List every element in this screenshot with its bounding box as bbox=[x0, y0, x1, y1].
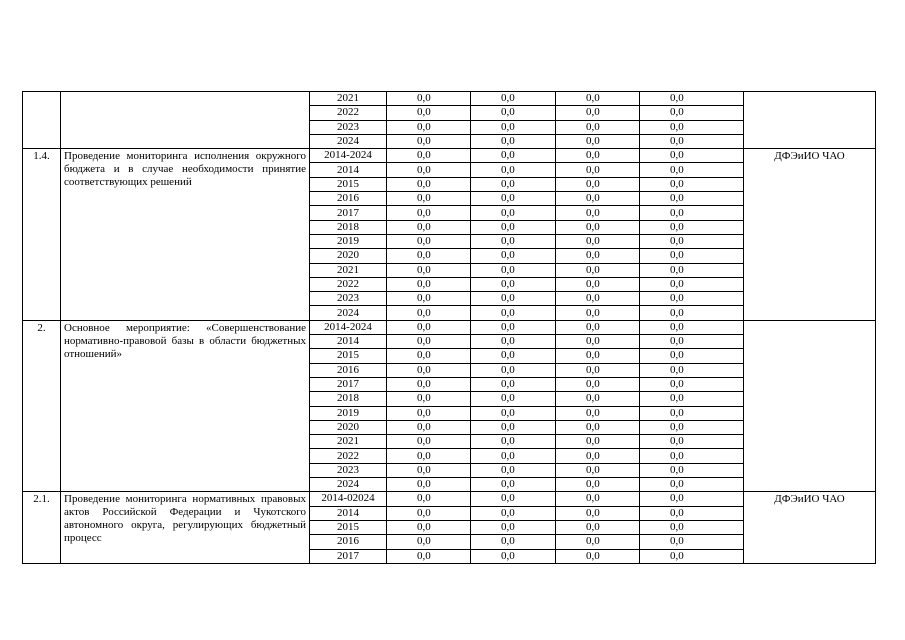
year-cell: 2021 bbox=[310, 435, 387, 449]
funding-value-cell: 0,0 bbox=[387, 549, 471, 563]
funding-value-cell: 0,0 bbox=[471, 549, 556, 563]
funding-value-cell: 0,0 bbox=[640, 92, 744, 106]
responsible-executor bbox=[744, 92, 876, 149]
funding-value-cell: 0,0 bbox=[640, 549, 744, 563]
funding-value-cell: 0,0 bbox=[556, 192, 640, 206]
funding-value-cell: 0,0 bbox=[556, 335, 640, 349]
table-row bbox=[23, 320, 876, 334]
measure-description: Проведение мониторинга нормативных правовых актов Российской Федерации и Чукотского автономного округа, регулирующих бюджетный процесс bbox=[61, 492, 310, 563]
year-cell: 2015 bbox=[310, 520, 387, 534]
funding-value-cell: 0,0 bbox=[640, 449, 744, 463]
year-cell: 2022 bbox=[310, 449, 387, 463]
funding-value-cell: 0,0 bbox=[640, 392, 744, 406]
funding-value-cell: 0,0 bbox=[387, 206, 471, 220]
funding-value-cell: 0,0 bbox=[640, 363, 744, 377]
funding-value-cell: 0,0 bbox=[471, 392, 556, 406]
funding-value-cell: 0,0 bbox=[640, 520, 744, 534]
measure-number: 2. bbox=[23, 320, 61, 492]
funding-value-cell: 0,0 bbox=[556, 363, 640, 377]
funding-value-cell: 0,0 bbox=[387, 220, 471, 234]
funding-value-cell: 0,0 bbox=[387, 177, 471, 191]
funding-value-cell: 0,0 bbox=[640, 149, 744, 163]
funding-value-cell: 0,0 bbox=[556, 463, 640, 477]
year-cell: 2016 bbox=[310, 363, 387, 377]
funding-value-cell: 0,0 bbox=[640, 263, 744, 277]
funding-value-cell: 0,0 bbox=[387, 420, 471, 434]
funding-value-cell: 0,0 bbox=[387, 435, 471, 449]
funding-value-cell: 0,0 bbox=[640, 335, 744, 349]
year-cell: 2014-2024 bbox=[310, 149, 387, 163]
measure-description bbox=[61, 92, 310, 149]
funding-value-cell: 0,0 bbox=[387, 335, 471, 349]
funding-value-cell: 0,0 bbox=[556, 249, 640, 263]
funding-value-cell: 0,0 bbox=[471, 206, 556, 220]
funding-value-cell: 0,0 bbox=[556, 506, 640, 520]
year-cell: 2021 bbox=[310, 263, 387, 277]
year-cell: 2014-2024 bbox=[310, 320, 387, 334]
funding-value-cell: 0,0 bbox=[471, 292, 556, 306]
funding-value-cell: 0,0 bbox=[556, 349, 640, 363]
funding-value-cell: 0,0 bbox=[556, 92, 640, 106]
funding-value-cell: 0,0 bbox=[471, 463, 556, 477]
measure-description: Проведение мониторинга исполнения окружного бюджета и в случае необходимости принятие соответствующих решений bbox=[61, 149, 310, 321]
year-cell: 2023 bbox=[310, 120, 387, 134]
budget-measures-table bbox=[22, 91, 876, 564]
year-cell: 2016 bbox=[310, 535, 387, 549]
funding-value-cell: 0,0 bbox=[556, 263, 640, 277]
year-cell: 2022 bbox=[310, 106, 387, 120]
year-cell: 2018 bbox=[310, 392, 387, 406]
funding-value-cell: 0,0 bbox=[640, 234, 744, 248]
responsible-executor: ДФЭиИО ЧАО bbox=[744, 492, 876, 563]
funding-value-cell: 0,0 bbox=[471, 234, 556, 248]
funding-value-cell: 0,0 bbox=[387, 392, 471, 406]
funding-value-cell: 0,0 bbox=[471, 492, 556, 506]
funding-value-cell: 0,0 bbox=[556, 478, 640, 492]
funding-value-cell: 0,0 bbox=[640, 134, 744, 148]
funding-value-cell: 0,0 bbox=[640, 535, 744, 549]
funding-value-cell: 0,0 bbox=[471, 149, 556, 163]
year-cell: 2021 bbox=[310, 92, 387, 106]
funding-value-cell: 0,0 bbox=[556, 406, 640, 420]
year-cell: 2022 bbox=[310, 277, 387, 291]
year-cell: 2019 bbox=[310, 406, 387, 420]
funding-value-cell: 0,0 bbox=[556, 306, 640, 320]
funding-value-cell: 0,0 bbox=[471, 306, 556, 320]
funding-value-cell: 0,0 bbox=[640, 120, 744, 134]
funding-value-cell: 0,0 bbox=[387, 463, 471, 477]
funding-value-cell: 0,0 bbox=[387, 506, 471, 520]
year-cell: 2014 bbox=[310, 506, 387, 520]
funding-value-cell: 0,0 bbox=[387, 234, 471, 248]
funding-value-cell: 0,0 bbox=[387, 492, 471, 506]
funding-value-cell: 0,0 bbox=[556, 234, 640, 248]
measure-description: Основное мероприятие: «Совершенствование нормативно-правовой базы в области бюджетных отношений» bbox=[61, 320, 310, 492]
year-cell: 2017 bbox=[310, 549, 387, 563]
funding-value-cell: 0,0 bbox=[556, 535, 640, 549]
funding-value-cell: 0,0 bbox=[471, 406, 556, 420]
funding-value-cell: 0,0 bbox=[556, 420, 640, 434]
funding-value-cell: 0,0 bbox=[387, 106, 471, 120]
funding-value-cell: 0,0 bbox=[471, 92, 556, 106]
funding-value-cell: 0,0 bbox=[471, 435, 556, 449]
year-cell: 2017 bbox=[310, 206, 387, 220]
funding-value-cell: 0,0 bbox=[640, 349, 744, 363]
funding-value-cell: 0,0 bbox=[471, 478, 556, 492]
funding-value-cell: 0,0 bbox=[640, 478, 744, 492]
funding-value-cell: 0,0 bbox=[471, 377, 556, 391]
table-row bbox=[23, 492, 876, 506]
funding-value-cell: 0,0 bbox=[640, 249, 744, 263]
funding-value-cell: 0,0 bbox=[640, 163, 744, 177]
funding-value-cell: 0,0 bbox=[471, 335, 556, 349]
funding-value-cell: 0,0 bbox=[640, 292, 744, 306]
funding-value-cell: 0,0 bbox=[556, 149, 640, 163]
funding-value-cell: 0,0 bbox=[640, 506, 744, 520]
funding-value-cell: 0,0 bbox=[387, 449, 471, 463]
measure-number: 2.1. bbox=[23, 492, 61, 563]
funding-value-cell: 0,0 bbox=[471, 134, 556, 148]
funding-value-cell: 0,0 bbox=[471, 106, 556, 120]
funding-value-cell: 0,0 bbox=[471, 163, 556, 177]
funding-value-cell: 0,0 bbox=[387, 406, 471, 420]
funding-value-cell: 0,0 bbox=[640, 220, 744, 234]
funding-value-cell: 0,0 bbox=[640, 406, 744, 420]
funding-value-cell: 0,0 bbox=[387, 263, 471, 277]
funding-value-cell: 0,0 bbox=[471, 177, 556, 191]
funding-value-cell: 0,0 bbox=[640, 492, 744, 506]
funding-value-cell: 0,0 bbox=[556, 520, 640, 534]
funding-value-cell: 0,0 bbox=[387, 349, 471, 363]
year-cell: 2024 bbox=[310, 306, 387, 320]
funding-value-cell: 0,0 bbox=[556, 106, 640, 120]
funding-value-cell: 0,0 bbox=[640, 192, 744, 206]
funding-value-cell: 0,0 bbox=[387, 520, 471, 534]
funding-value-cell: 0,0 bbox=[640, 206, 744, 220]
funding-value-cell: 0,0 bbox=[471, 220, 556, 234]
funding-value-cell: 0,0 bbox=[471, 320, 556, 334]
year-cell: 2016 bbox=[310, 192, 387, 206]
year-cell: 2020 bbox=[310, 249, 387, 263]
funding-value-cell: 0,0 bbox=[640, 377, 744, 391]
funding-value-cell: 0,0 bbox=[556, 549, 640, 563]
funding-value-cell: 0,0 bbox=[387, 277, 471, 291]
funding-value-cell: 0,0 bbox=[556, 163, 640, 177]
year-cell: 2019 bbox=[310, 234, 387, 248]
year-cell: 2018 bbox=[310, 220, 387, 234]
funding-value-cell: 0,0 bbox=[387, 535, 471, 549]
measure-number bbox=[23, 92, 61, 149]
funding-value-cell: 0,0 bbox=[640, 320, 744, 334]
year-cell: 2024 bbox=[310, 478, 387, 492]
funding-value-cell: 0,0 bbox=[387, 306, 471, 320]
funding-value-cell: 0,0 bbox=[556, 492, 640, 506]
funding-value-cell: 0,0 bbox=[556, 206, 640, 220]
funding-value-cell: 0,0 bbox=[556, 449, 640, 463]
funding-value-cell: 0,0 bbox=[387, 192, 471, 206]
funding-value-cell: 0,0 bbox=[471, 449, 556, 463]
measure-number: 1.4. bbox=[23, 149, 61, 321]
year-cell: 2023 bbox=[310, 463, 387, 477]
funding-value-cell: 0,0 bbox=[471, 277, 556, 291]
funding-value-cell: 0,0 bbox=[387, 92, 471, 106]
funding-value-cell: 0,0 bbox=[471, 535, 556, 549]
funding-value-cell: 0,0 bbox=[556, 220, 640, 234]
funding-value-cell: 0,0 bbox=[387, 320, 471, 334]
funding-value-cell: 0,0 bbox=[556, 435, 640, 449]
funding-value-cell: 0,0 bbox=[471, 420, 556, 434]
funding-value-cell: 0,0 bbox=[471, 263, 556, 277]
year-cell: 2014-02024 bbox=[310, 492, 387, 506]
table-row bbox=[23, 149, 876, 163]
funding-value-cell: 0,0 bbox=[640, 177, 744, 191]
funding-value-cell: 0,0 bbox=[640, 277, 744, 291]
table-row bbox=[23, 92, 876, 106]
funding-value-cell: 0,0 bbox=[471, 506, 556, 520]
funding-value-cell: 0,0 bbox=[640, 306, 744, 320]
year-cell: 2015 bbox=[310, 349, 387, 363]
funding-value-cell: 0,0 bbox=[556, 177, 640, 191]
funding-value-cell: 0,0 bbox=[387, 249, 471, 263]
responsible-executor: ДФЭиИО ЧАО bbox=[744, 149, 876, 321]
funding-value-cell: 0,0 bbox=[387, 163, 471, 177]
funding-value-cell: 0,0 bbox=[556, 292, 640, 306]
year-cell: 2023 bbox=[310, 292, 387, 306]
funding-value-cell: 0,0 bbox=[640, 463, 744, 477]
funding-value-cell: 0,0 bbox=[387, 292, 471, 306]
funding-value-cell: 0,0 bbox=[387, 363, 471, 377]
funding-value-cell: 0,0 bbox=[471, 249, 556, 263]
year-cell: 2015 bbox=[310, 177, 387, 191]
funding-value-cell: 0,0 bbox=[471, 363, 556, 377]
funding-value-cell: 0,0 bbox=[387, 478, 471, 492]
responsible-executor bbox=[744, 320, 876, 492]
funding-value-cell: 0,0 bbox=[556, 377, 640, 391]
year-cell: 2024 bbox=[310, 134, 387, 148]
year-cell: 2017 bbox=[310, 377, 387, 391]
funding-value-cell: 0,0 bbox=[640, 435, 744, 449]
funding-value-cell: 0,0 bbox=[387, 120, 471, 134]
funding-value-cell: 0,0 bbox=[556, 277, 640, 291]
funding-value-cell: 0,0 bbox=[471, 349, 556, 363]
funding-value-cell: 0,0 bbox=[387, 149, 471, 163]
funding-value-cell: 0,0 bbox=[471, 192, 556, 206]
funding-value-cell: 0,0 bbox=[387, 134, 471, 148]
funding-value-cell: 0,0 bbox=[556, 392, 640, 406]
year-cell: 2014 bbox=[310, 335, 387, 349]
funding-value-cell: 0,0 bbox=[556, 320, 640, 334]
funding-value-cell: 0,0 bbox=[556, 134, 640, 148]
funding-value-cell: 0,0 bbox=[387, 377, 471, 391]
funding-value-cell: 0,0 bbox=[556, 120, 640, 134]
funding-value-cell: 0,0 bbox=[640, 420, 744, 434]
year-cell: 2020 bbox=[310, 420, 387, 434]
funding-value-cell: 0,0 bbox=[471, 520, 556, 534]
year-cell: 2014 bbox=[310, 163, 387, 177]
funding-value-cell: 0,0 bbox=[640, 106, 744, 120]
funding-value-cell: 0,0 bbox=[471, 120, 556, 134]
